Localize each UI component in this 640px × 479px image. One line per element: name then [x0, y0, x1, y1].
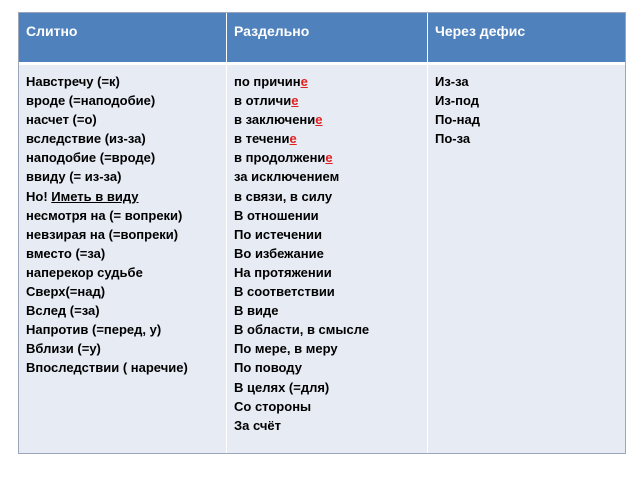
list-item-text: несмотря на (= вопреки) — [26, 207, 183, 223]
list-item-text: В отношении — [234, 207, 319, 223]
list-item-text: Из-под — [435, 93, 480, 109]
list-item — [234, 91, 427, 110]
header-hyphenated: Через дефис — [435, 23, 526, 39]
list-item-ending: е — [300, 74, 308, 89]
list-item-text: ввиду (= из-за) — [26, 169, 122, 185]
list-item-text: На протяжении — [234, 264, 332, 280]
list-item-text: вместо (=за) — [26, 245, 106, 261]
list-item — [26, 187, 226, 206]
header-separate: Раздельно — [234, 23, 310, 39]
list-item — [26, 91, 226, 110]
list-item-text: Вблизи (=у) — [26, 341, 101, 357]
list-item-text: В целях (=для) — [234, 379, 330, 395]
list-item-text: невзирая на (=вопреки) — [26, 226, 179, 242]
list-item-text: вроде (=наподобие) — [26, 93, 156, 109]
list-item-text: вследствие (из-за) — [26, 131, 146, 147]
list-item — [26, 339, 226, 358]
list-item-text: В виде — [234, 303, 279, 319]
list-item-text: По мере, в меру — [234, 341, 338, 357]
list-item — [234, 339, 427, 358]
list-item-text: в отличи — [234, 93, 292, 109]
list-item-text: По поводу — [234, 360, 302, 376]
list-item — [234, 225, 427, 244]
list-item-text: Напротив (=перед, у) — [26, 322, 162, 338]
list-item — [234, 358, 427, 377]
list-item — [26, 167, 226, 186]
list-item-ending: е — [315, 112, 323, 128]
list-item — [26, 110, 226, 129]
list-item-text: Впоследствии ( наречие) — [26, 360, 188, 376]
list-item — [234, 263, 427, 282]
list-item-ending: е — [325, 150, 333, 166]
list-item-text: за исключением — [234, 169, 340, 185]
list-item-text: в заключени — [234, 112, 316, 128]
list-item — [26, 148, 226, 167]
list-item — [234, 72, 427, 91]
list-item — [234, 206, 427, 225]
list-item — [26, 358, 226, 377]
list-item — [234, 301, 427, 320]
list-item — [26, 244, 226, 263]
header-merged: Слитно — [26, 23, 78, 39]
list-item-text: По-над — [435, 112, 480, 128]
list-item — [435, 91, 625, 110]
list-item-text: Из-за — [435, 74, 469, 89]
list-item — [234, 167, 427, 186]
list-item-text: По истечении — [234, 226, 323, 242]
list-item — [234, 148, 427, 167]
spelling-table — [18, 12, 626, 454]
list-item-text: в связи, в силу — [234, 188, 333, 204]
list-item — [435, 129, 625, 148]
list-item-text: Во избежание — [234, 245, 324, 261]
list-item — [26, 206, 226, 225]
list-item-text: Сверх(=над) — [26, 284, 106, 300]
list-item — [26, 225, 226, 244]
list-item-ending: е — [289, 131, 297, 147]
list-item — [234, 282, 427, 301]
list-item — [435, 110, 625, 129]
list-item-text: Вслед (=за) — [26, 303, 100, 319]
list-item — [26, 320, 226, 339]
list-item-text: По-за — [435, 131, 471, 147]
list-item-text: Навстречу (=к) — [26, 74, 120, 89]
list-item-text: в продолжени — [234, 150, 326, 166]
list-item — [234, 416, 427, 435]
list-item — [234, 110, 427, 129]
list-item-text: За счёт — [234, 417, 282, 433]
list-item — [234, 129, 427, 148]
column-merged-list — [19, 65, 226, 453]
list-item-text: Но! — [26, 188, 52, 204]
list-item — [26, 282, 226, 301]
list-item — [234, 378, 427, 397]
list-item — [234, 397, 427, 416]
list-item-ending: е — [291, 93, 299, 109]
list-item-text: наперекор судьбе — [26, 264, 143, 280]
list-item — [435, 72, 625, 91]
list-item-text: наподобие (=вроде) — [26, 150, 156, 166]
list-item-text: по причин — [234, 74, 301, 89]
list-item-underlined: Иметь в виду — [51, 188, 139, 204]
list-item-text: насчет (=о) — [26, 112, 97, 128]
list-item — [26, 301, 226, 320]
list-item — [234, 187, 427, 206]
list-item — [26, 72, 226, 91]
list-item-text: В области, в смысле — [234, 322, 370, 338]
list-item — [234, 244, 427, 263]
column-hyphenated-list — [428, 65, 625, 453]
list-item-text: в течени — [234, 131, 290, 147]
list-item-text: В соответствии — [234, 284, 335, 300]
list-item — [26, 263, 226, 282]
list-item — [26, 129, 226, 148]
list-item — [234, 320, 427, 339]
column-separate-list — [227, 65, 427, 453]
list-item-text: Со стороны — [234, 398, 312, 414]
